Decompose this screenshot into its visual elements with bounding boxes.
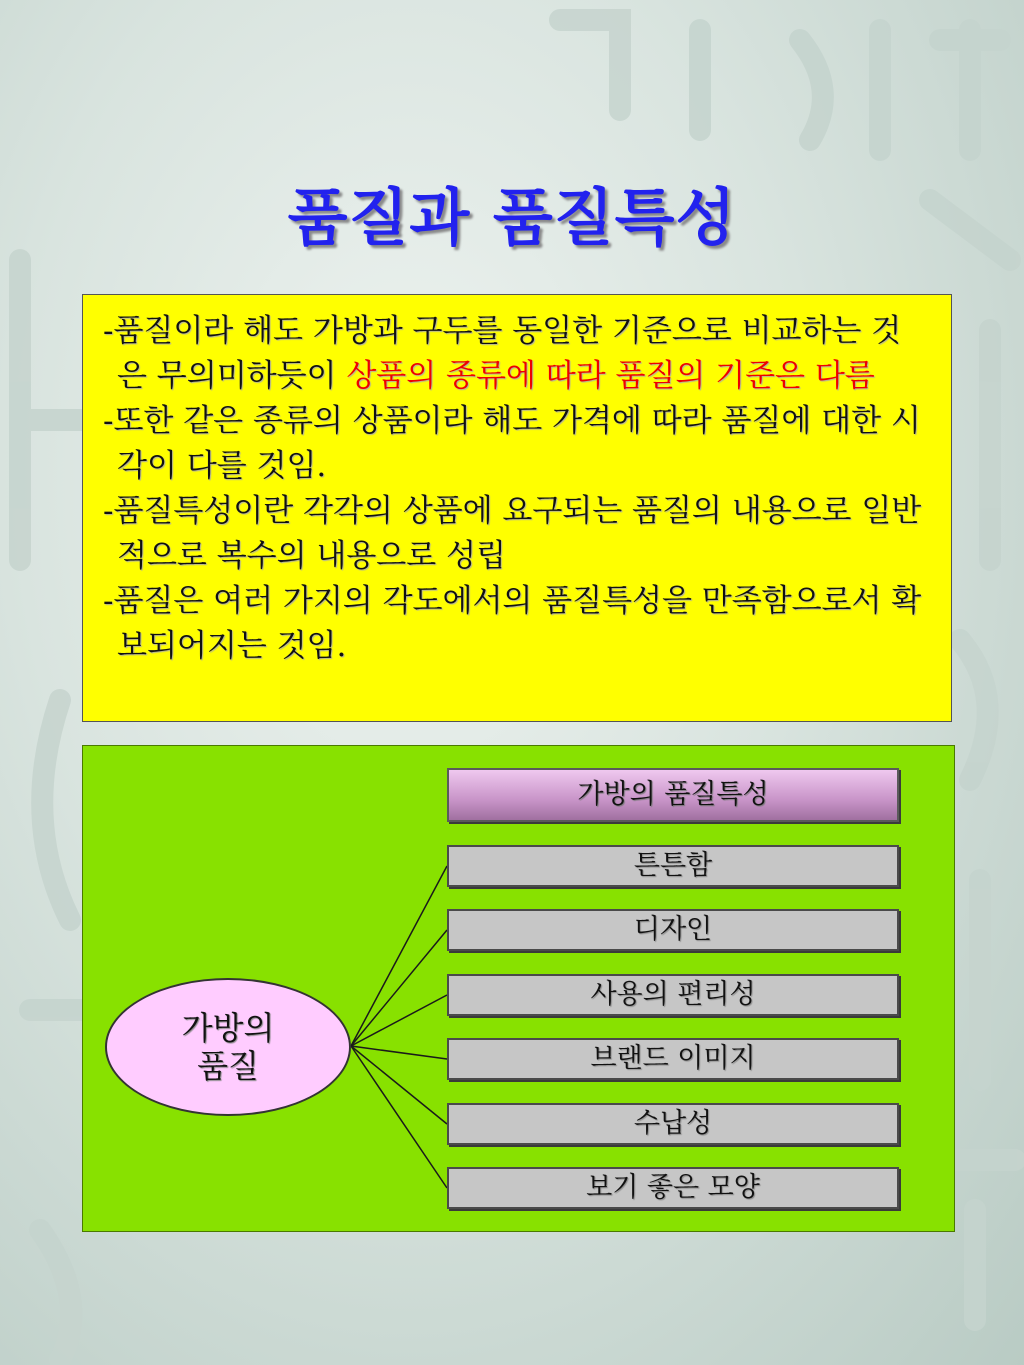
paragraph-4: -품질은 여러 가지의 각도에서의 품질특성을 만족함으로서 확보되어지는 것임.	[103, 583, 922, 664]
explanation-box	[82, 294, 952, 722]
characteristic-item: 디자인	[447, 909, 899, 951]
root-node	[105, 978, 351, 1116]
characteristic-item: 수납성	[447, 1103, 899, 1145]
characteristic-item: 튼튼함	[447, 845, 899, 887]
page-title: 품질과 품질특성	[287, 181, 737, 254]
characteristic-item: 보기 좋은 모양	[447, 1167, 899, 1209]
root-node-label: 가방의 품질	[181, 1009, 275, 1085]
paragraph-1	[103, 309, 931, 399]
connector-line	[351, 1046, 447, 1188]
paragraph-2: -또한 같은 종류의 상품이라 해도 가격에 따라 품질에 대한 시각이 다를 것임.	[103, 403, 921, 484]
quality-diagram	[82, 745, 955, 1232]
paragraph-1-text: -품질이라 해도 가방과 구두를 동일한 기준으로 비교하는 것은 무의미하듯이	[103, 313, 902, 394]
characteristics-header: 가방의 품질특성	[447, 768, 899, 822]
characteristic-item: 브랜드 이미지	[447, 1038, 899, 1080]
paragraph-1-highlight: 상품의 종류에 따라 품질의 기준은 다름	[346, 358, 875, 394]
paragraph-3: -품질특성이란 각각의 상품에 요구되는 품질의 내용으로 일반적으로 복수의 내용으로 성립	[103, 493, 922, 574]
connector-line	[351, 866, 447, 1046]
characteristic-item: 사용의 편리성	[447, 974, 899, 1016]
connector-line	[351, 930, 447, 1046]
